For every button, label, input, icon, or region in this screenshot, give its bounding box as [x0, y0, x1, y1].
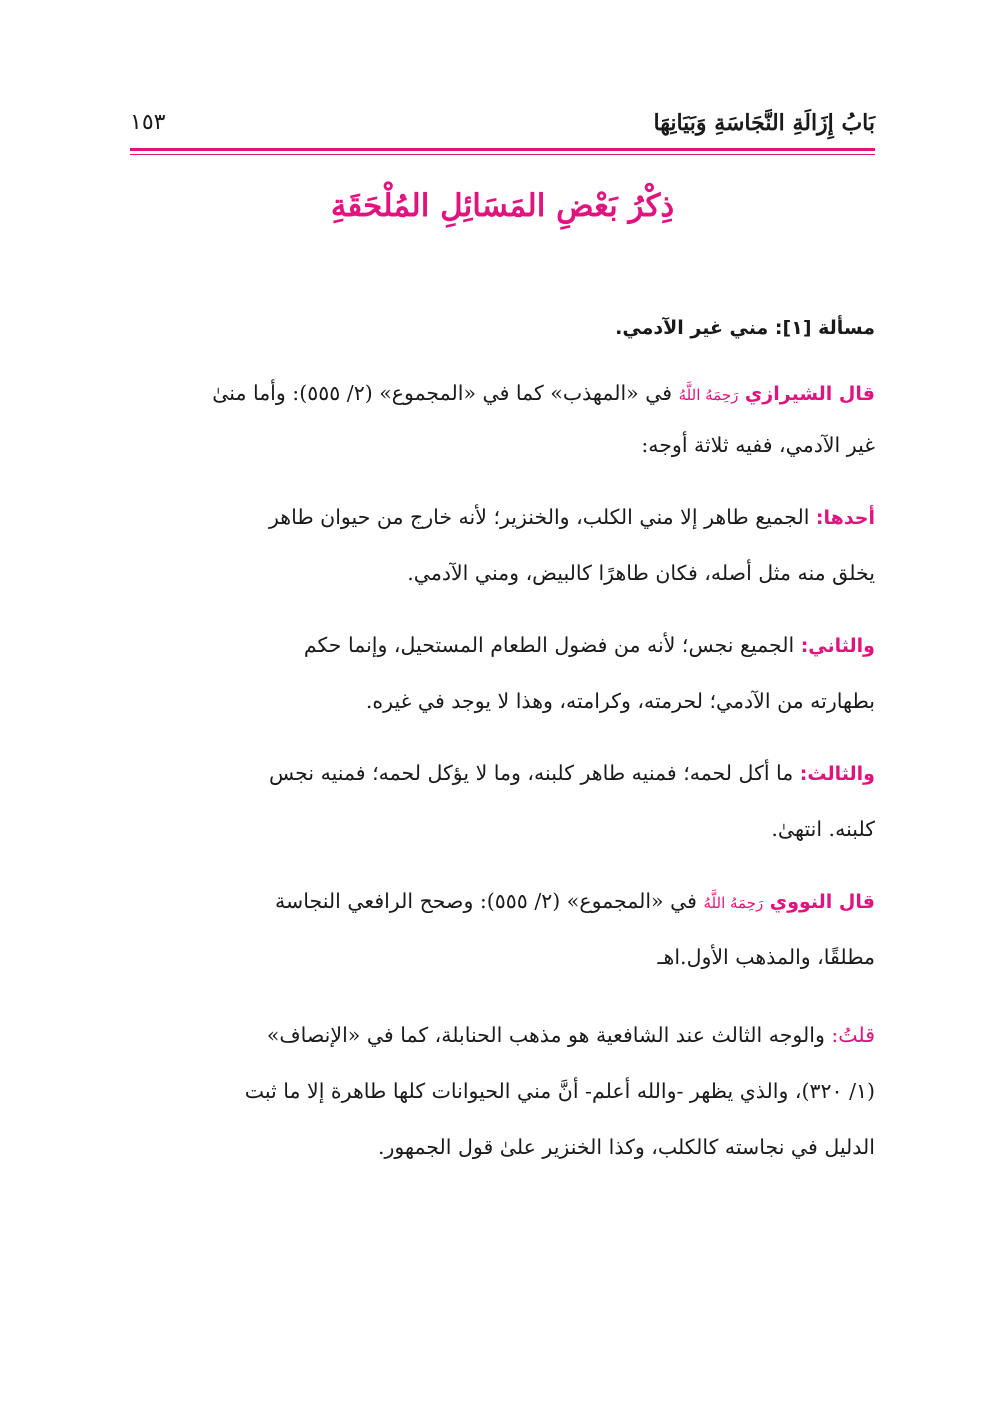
line-gap — [130, 1050, 875, 1076]
paragraph-line — [130, 758, 875, 788]
line-gap — [130, 408, 875, 430]
paragraph-line: مطلقًا، والمذهب الأول.اهـ — [657, 945, 875, 969]
honorific: رَحِمَهُ اللَّهُ — [678, 386, 739, 404]
paragraph-gap — [130, 460, 875, 502]
paragraph-author-comment — [130, 1020, 875, 1162]
paragraph-nawawi — [130, 886, 875, 972]
view-label: والثالث: — [799, 763, 875, 785]
paragraph-second-view — [130, 630, 875, 716]
paragraph-gap — [130, 972, 875, 1020]
paragraph-gap — [130, 342, 875, 378]
paragraph-text: في «المجموع» (٢/ ٥٥٥): وصحح الرافعي النجاسة — [275, 889, 704, 913]
paragraph-line — [130, 502, 875, 532]
paragraph-shirazi — [130, 378, 875, 460]
line-gap — [130, 1106, 875, 1132]
honorific: رَحِمَهُ اللَّهُ — [703, 894, 764, 912]
paragraph-line: كلبنه. انتهىٰ. — [771, 817, 875, 841]
paragraph-gap — [130, 844, 875, 886]
paragraph-text: ما أكل لحمه؛ فمنيه طاهر كلبنه، وما لا يؤكل لحمه؛ فمنيه نجس — [269, 761, 800, 785]
line-gap — [130, 916, 875, 942]
body-text — [130, 312, 875, 1162]
paragraph-third-view — [130, 758, 875, 844]
question-text: مني غير الآدمي. — [615, 317, 775, 339]
paragraph-line — [130, 1020, 875, 1050]
question-line — [130, 312, 875, 342]
paragraph-text: الجميع طاهر إلا مني الكلب، والخنزير؛ لأنه خارج من حيوان طاهر — [268, 505, 816, 529]
line-gap — [130, 788, 875, 814]
paragraph-line — [130, 630, 875, 660]
paragraph-text: الجميع نجس؛ لأنه من فضول الطعام المستحيل، وإنما حكم — [303, 633, 801, 657]
paragraph-line: غير الآدمي، ففيه ثلاثة أوجه: — [641, 433, 875, 457]
section-title: ذِكْرُ بَعْضِ المَسَائِلِ المُلْحَقَةِ — [330, 188, 675, 224]
paragraph-line: الدليل في نجاسته كالكلب، وكذا الخنزير علىٰ قول الجمهور. — [378, 1135, 875, 1159]
paragraph-first-view — [130, 502, 875, 588]
comment-label: قلتُ: — [831, 1023, 875, 1047]
header-rule-thick — [130, 148, 875, 151]
page-number: ١٥٣ — [130, 110, 166, 135]
header-rule-thin — [130, 154, 875, 155]
running-title: بَابُ إِزَالَةِ النَّجَاسَةِ وَبَيَانِهَا — [653, 110, 875, 136]
paragraph-line — [130, 886, 875, 916]
question-label: مسألة [١]: — [774, 317, 875, 339]
speaker-name: قال الشيرازي — [744, 383, 875, 405]
paragraph-line: بطهارته من الآدمي؛ لحرمته، وكرامته، وهذا لا يوجد في غيره. — [365, 689, 875, 713]
paragraph-line: (١/ ٣٢٠)، والذي يظهر -والله أعلم- أنَّ مني الحيوانات كلها طاهرة إلا ما ثبت — [244, 1079, 875, 1103]
paragraph-line — [130, 378, 875, 408]
paragraph-gap — [130, 588, 875, 630]
speaker-name: قال النووي — [769, 891, 875, 913]
paragraph-line: يخلق منه مثل أصله، فكان طاهرًا كالبيض، ومني الآدمي. — [407, 561, 875, 585]
page-header — [130, 108, 875, 148]
view-label: والثاني: — [800, 635, 875, 657]
line-gap — [130, 660, 875, 686]
paragraph-text: والوجه الثالث عند الشافعية هو مذهب الحنابلة، كما في «الإنصاف» — [266, 1023, 832, 1047]
paragraph-text: في «المهذب» كما في «المجموع» (٢/ ٥٥٥): وأما منىٰ — [212, 381, 679, 405]
view-label: أحدها: — [815, 507, 875, 529]
line-gap — [130, 532, 875, 558]
paragraph-gap — [130, 716, 875, 758]
